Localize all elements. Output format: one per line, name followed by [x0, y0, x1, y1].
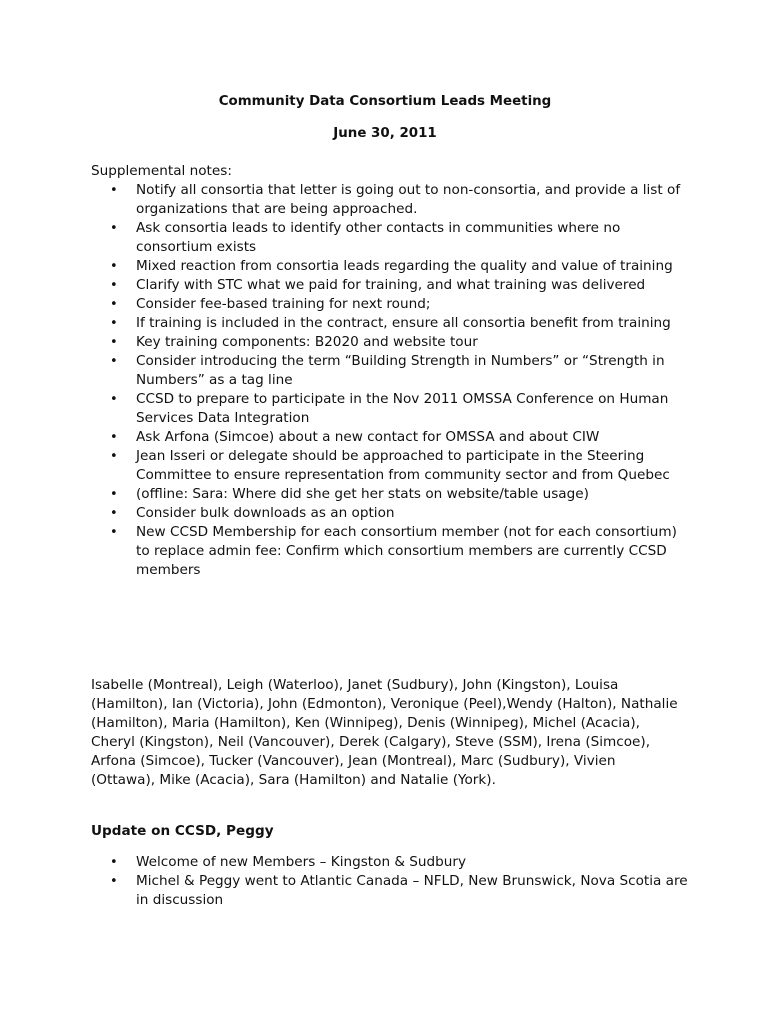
bullet-icon: • — [110, 316, 118, 331]
bullet-icon: • — [110, 183, 118, 198]
bullet-icon: • — [110, 874, 118, 889]
list-item — [110, 390, 690, 428]
list-item-text: Notify all consortia that letter is going out to non-consortia, and provide a list of organizations that are being approached. — [136, 182, 681, 217]
meeting-date: June 30, 2011 — [333, 126, 437, 141]
bullet-icon: • — [110, 430, 118, 445]
bullet-icon: • — [110, 354, 118, 369]
list-item — [110, 485, 690, 504]
supplemental-notes-label: Supplemental notes: — [91, 163, 232, 179]
list-item-text: Consider introducing the term “Building Strength in Numbers” or “Strength in Numbers” as a tag line — [136, 353, 665, 388]
list-item-text: New CCSD Membership for each consortium member (not for each consortium) to replace admin fee: Confirm which consortium members are currently CCSD members — [136, 524, 677, 578]
update-section-heading: Update on CCSD, Peggy — [91, 823, 274, 839]
bullet-icon: • — [110, 487, 118, 502]
list-item-text: Ask Arfona (Simcoe) about a new contact for OMSSA and about CIW — [136, 429, 600, 445]
bullet-icon: • — [110, 392, 118, 407]
list-item-text: Jean Isseri or delegate should be approached to participate in the Steering Committee to ensure representation from community sector and from Quebec — [136, 448, 670, 483]
list-item — [110, 853, 690, 872]
list-item-text: Consider fee-based training for next round; — [136, 296, 431, 312]
list-item — [110, 352, 690, 390]
list-item-text: Key training components: B2020 and website tour — [136, 334, 478, 350]
bullet-icon: • — [110, 449, 118, 464]
bullet-icon: • — [110, 221, 118, 236]
list-item — [110, 295, 690, 314]
bullet-icon: • — [110, 278, 118, 293]
bullet-icon: • — [110, 335, 118, 350]
bullet-icon: • — [110, 297, 118, 312]
list-item-text: Mixed reaction from consortia leads regarding the quality and value of training — [136, 258, 673, 274]
bullet-icon: • — [110, 525, 118, 540]
list-item — [110, 447, 690, 485]
list-item — [110, 504, 690, 523]
list-item — [110, 276, 690, 295]
list-item-text: Consider bulk downloads as an option — [136, 505, 395, 521]
list-item — [110, 257, 690, 276]
attendees-paragraph: Isabelle (Montreal), Leigh (Waterloo), Janet (Sudbury), John (Kingston), Louisa (Hamilton), Ian (Victoria), John (Edmonton), Veronique (Peel),Wendy (Halton), Nathalie (Hamilton), Maria (Hamilton), Ken (Winnipeg), Denis (Winnipeg), Michel (Acacia), Cheryl (Kingston), Neil (Vancouver), Derek (Calgary), Steve (SSM), Irena (Simcoe), Arfona (Simcoe), Tucker (Vancouver), Jean (Montreal), Marc (Sudbury), Vivien (Ottawa), Mike (Acacia), Sara (Hamilton) and Natalie (York). — [91, 677, 678, 788]
list-item — [110, 872, 690, 910]
list-item — [110, 219, 690, 257]
list-item-text: Michel & Peggy went to Atlantic Canada – NFLD, New Brunswick, Nova Scotia are in discussion — [136, 873, 688, 908]
bullet-icon: • — [110, 855, 118, 870]
list-item — [110, 523, 690, 580]
list-item — [110, 181, 690, 219]
list-item — [110, 333, 690, 352]
list-item-text: Clarify with STC what we paid for training, and what training was delivered — [136, 277, 646, 293]
document-title: Community Data Consortium Leads Meeting — [218, 94, 552, 109]
list-item-text: If training is included in the contract, ensure all consortia benefit from training — [136, 315, 671, 331]
list-item — [110, 428, 690, 447]
list-item-text: CCSD to prepare to participate in the Nov 2011 OMSSA Conference on Human Services Data Integration — [136, 391, 669, 426]
list-item-text: Ask consortia leads to identify other contacts in communities where no consortium exists — [136, 220, 621, 255]
list-item-text: (offline: Sara: Where did she get her stats on website/table usage) — [136, 486, 589, 502]
supplemental-notes-list — [110, 181, 690, 580]
list-item — [110, 314, 690, 333]
update-list — [110, 853, 690, 910]
bullet-icon: • — [110, 259, 118, 274]
bullet-icon: • — [110, 506, 118, 521]
list-item-text: Welcome of new Members – Kingston & Sudbury — [136, 854, 467, 870]
